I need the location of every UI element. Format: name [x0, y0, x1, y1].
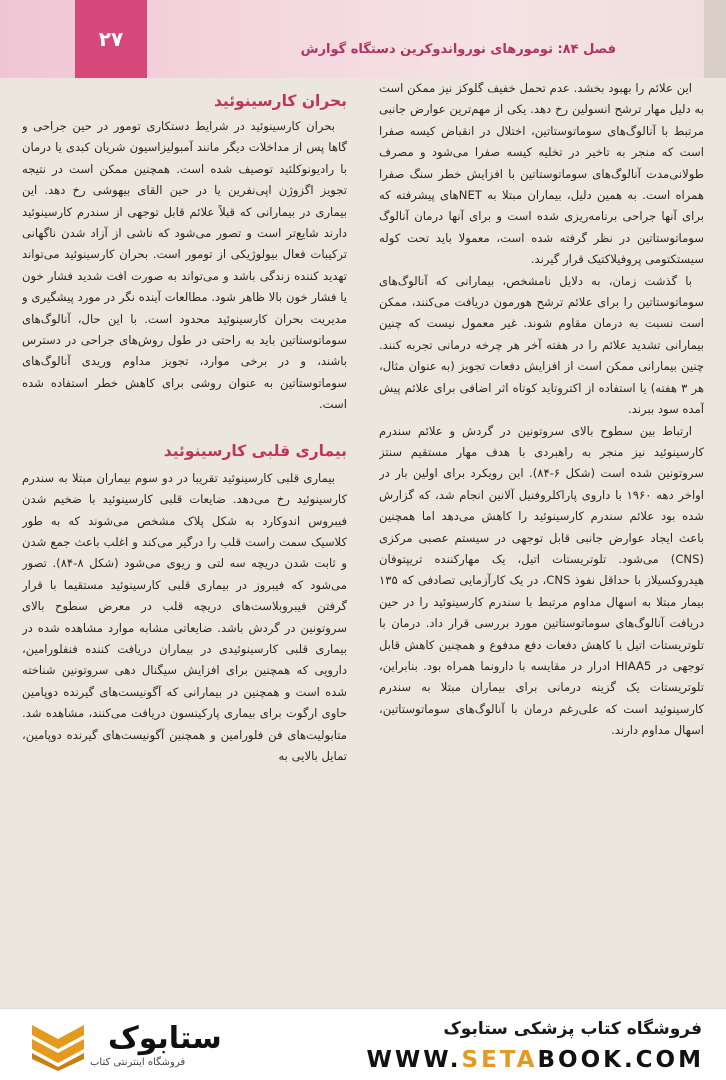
body-paragraph: ارتباط بین سطوح بالای سروتونین در گردش و علائم سندرم کارسینوئید نیز منجر به راهبردی با هدف مهار مستقیم سنتز سروتونین شده است (شکل ۶-۸۴). این رویکرد برای اولین بار در اواخر دهه ۱۹۶۰ با داروی پاراکلروفنیل آلانین انجام شد، که گزارش شده بود علائم سندرم کارسینوئید را کاهش می‌دهد اما همچنین باعث ایجاد عوارض جانبی قابل توجهی در سیستم عصبی مرکزی (CNS) می‌شود. تلوتریستات اتیل، یک مهارکننده تریپتوفان هیدروکسیلاز با حداقل نفوذ CNS، در یک کارآزمایی تصادفی که ۱۳۵ بیمار مبتلا به اسهال مداوم مرتبط با سندرم کارسینوئید را در حین دریافت آنالوگ‌های سوماتوستاتین مورد بررسی قرار داد. درمان با تلوتریستات اتیل با کاهش دفعات دفع مدفوع و همچنین کاهش قابل توجهی در HIAA5 ادرار در مقایسه با دارونما همراه بود. بنابراین، تلوتریستات یک گزینه درمانی برای بیماران مبتلا به سندرم کارسینوئید است که علی‌رغم درمان با آنالوگ‌های سوماتوستاتین، اسهال مداوم دارند. [379, 423, 704, 738]
left-column [22, 78, 347, 1008]
section-heading-carcinoid-crisis: بحران کارسینوئید [213, 92, 347, 110]
store-name: فروشگاه کتاب پزشکی ستابوک [443, 1019, 702, 1039]
header-edge-strip [704, 0, 726, 78]
page-number: ۲۷ [75, 0, 147, 78]
body-paragraph: بحران کارسینوئید در شرایط دستکاری تومور در حین جراحی و گاها پس از مداخلات دیگر مانند آمبولیزاسیون شریان کبدی یا درمان با رادیونوکلئید توصیف شده است. همچنین ممکن است در نتیجه تجویز اگزوژن اپی‌نفرین یا در حین القای بیهوشی رخ دهد. این بیماری در بیمارانی که قبلاً علائم قابل توجهی از سندرم کارسینوئید دارند شایع‌تر است و تصور می‌شود که ناشی از آزاد شدن ناگهانی ترکیبات فعال بیولوژیکی از تومور است. بحران کارسینوئید می‌تواند تهدید کننده زندگی باشد و می‌تواند به صورت افت شدید فشار خون یا فشار خون بالا ظاهر شود. مطالعات آینده نگر در مورد پیشگیری و مدیریت بحران کارسینوئید محدود است. با این حال، آنالوگ‌های سوماتوستاتین باید به راحتی در طول روش‌های جراحی در دسترس باشند، و در برخی موارد، تجویز مداوم وریدی آنالوگ‌های سوماتوستاتین به عنوان روشی برای کاهش خطر استفاده شده است. [22, 119, 347, 412]
right-column [379, 78, 704, 1008]
body-paragraph: بیماری قلبی کارسینوئید تقریبا در دو سوم بیماران مبتلا به سندرم کارسینوئید رخ می‌دهد. ضایعات قلبی کارسینوئید با ضخیم شدن فیبروس اندوکارد به شکل پلاک مشخص می‌شوند که به طور کلاسیک سمت راست قلب را درگیر می‌کند و اغلب باعث جمع شدن و ثابت شدن دریچه سه لتی و ریوی می‌شود (شکل ۸-۸۴). تصور می‌شود که فیبروز در بیماری قلبی کارسینوئید مستقیما با قرار گرفتن فیبروبلاست‌های دریچه قلب در معرض سطوح بالای سروتونین در گردش باشد. ضایعاتی مشابه موارد مشاهده شده در بیماری قلبی کارسینوئیدی در بیماران دریافت کننده فنفلورامین، دارویی که همچنین برای افزایش سیگنال دهی سروتونین شناخته شده است و همچنین در بیمارانی که آگونیست‌های گیرنده دوپامین حاوی ارگوت برای بیماری پارکینسون دریافت می‌کنند، مشاهده شد. متابولیت‌های فن فلورامین و همچنین آگونیست‌های گیرنده دوپامین، تمایل بالایی به [22, 470, 347, 763]
section-heading-carcinoid-heart-disease: بیماری قلبی کارسینوئید [163, 441, 347, 460]
store-url[interactable] [367, 1047, 704, 1073]
store-footer-banner [0, 1008, 726, 1080]
logo-subtitle: فروشگاه اینترنتی کتاب [90, 1057, 186, 1068]
chevron-logo-icon [30, 1025, 86, 1071]
page-content [22, 78, 704, 1008]
logo-wordmark: ستابوک [108, 1021, 222, 1056]
chapter-title: فصل ۸۴: تومورهای نورواندوکرین دستگاه گوارش [300, 42, 616, 57]
setabook-logo [30, 1021, 250, 1071]
url-accent: SETA [461, 1047, 538, 1073]
url-prefix: WWW. [366, 1047, 462, 1073]
page-header [0, 0, 726, 78]
body-paragraph: این علائم را بهبود بخشد. عدم تحمل خفیف گلوکز نیز ممکن است به دلیل مهار ترشح انسولین رخ دهد. یکی از مهم‌ترین عوارض جانبی مرتبط با آنالوگ‌های سوماتوستاتین، اختلال در انقباض کیسه صفرا است که منجر به تاخیر در تخلیه کیسه صفرا می‌شود و مصرف طولانی‌مدت آنالوگ‌های سوماتوستاتین با افزایش خطر سنگ صفرا همراه است. به همین دلیل، بیماران مبتلا به NETهای پیشرفته که برای آنها جراحی برنامه‌ریزی شده است و برای آنها درمان آنالوگ سوماتوستاتین در نظر گرفته شده است، معمولا باید تحت کوله سیستکتومی پروفیلاکتیک قرار گیرند. [379, 81, 704, 267]
body-paragraph: با گذشت زمان، به دلایل نامشخص، بیمارانی که آنالوگ‌های سوماتوستاتین را برای علائم ترشح هورمون دریافت می‌کنند، ممکن است نسبت به درمان مقاوم شوند. غیر معمول نیست که چنین بیمارانی تشدید علائم را در هفته آخر هر چرخه درمانی تجربه کنند. چنین بیمارانی ممکن است از افزایش دفعات تجویز (به عنوان مثال، هر ۳ هفته) یا استفاده از اکتروتاید کوتاه اثر اضافی برای علائم پیش آمده سود ببرند. [379, 273, 704, 417]
url-suffix: BOOK.COM [537, 1047, 704, 1073]
